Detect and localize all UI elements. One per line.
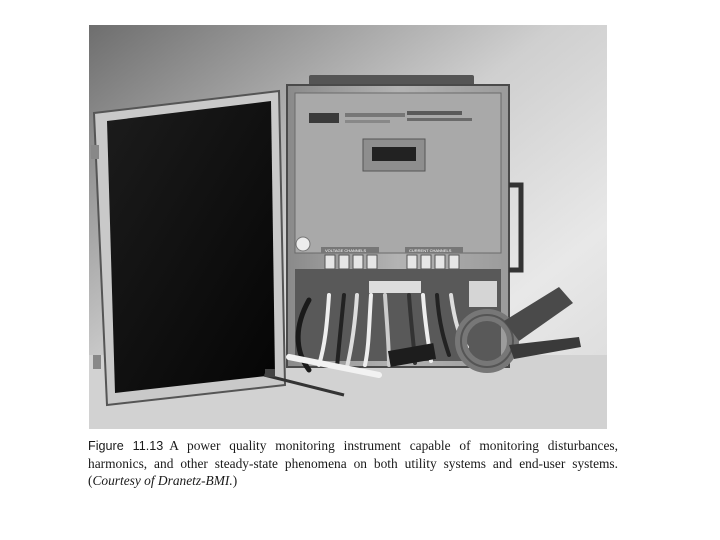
current-channels-label: CURRENT CHANNELS bbox=[409, 248, 452, 253]
instrument-cabinet bbox=[287, 75, 521, 367]
caption-credit-close: ) bbox=[232, 473, 238, 488]
caption-credit-open: ( bbox=[88, 473, 93, 488]
figure-label: Figure 11.13 bbox=[88, 439, 164, 453]
figure-caption bbox=[88, 437, 618, 489]
enclosure-door bbox=[91, 91, 285, 405]
voltage-channels-label: VOLTAGE CHANNELS bbox=[325, 248, 367, 253]
caption-credit: Courtesy of Dranetz-BMI. bbox=[92, 473, 233, 488]
caption-text: A power quality monitoring instrument capable of monitoring disturbances, harmonics, and other steady-state phenomena on both utility systems and end-user systems. bbox=[88, 438, 618, 471]
instrument-photo bbox=[89, 25, 607, 429]
